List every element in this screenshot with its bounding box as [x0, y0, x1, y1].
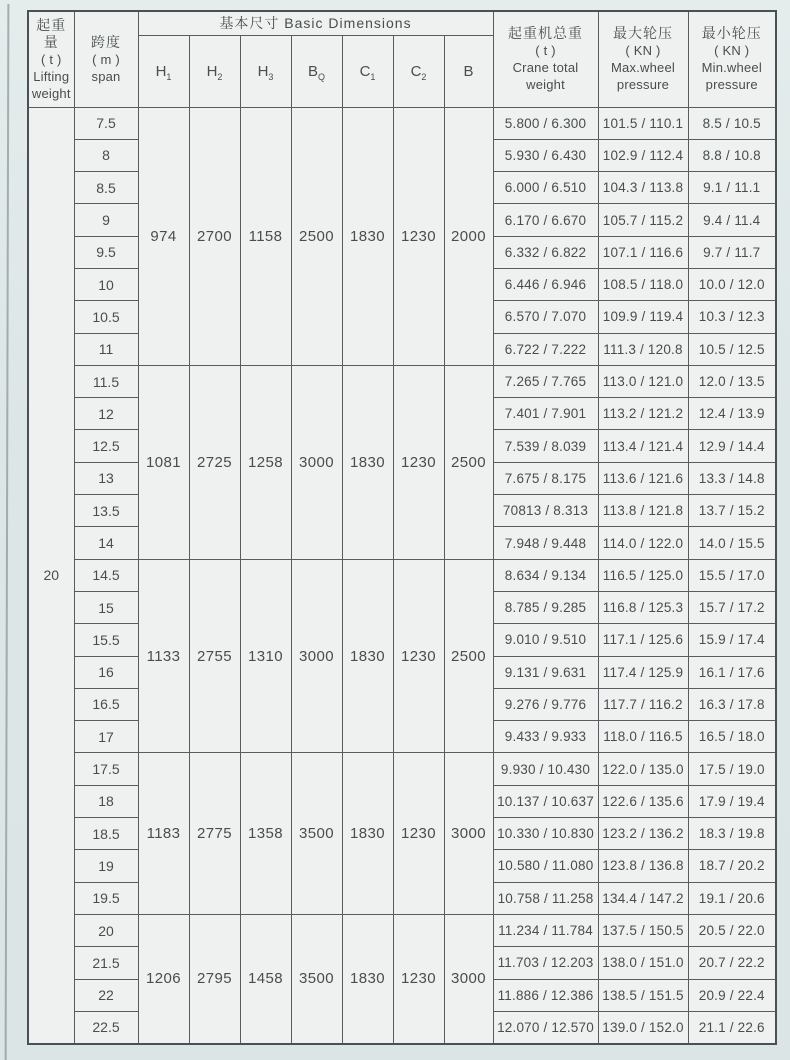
span-cell: 16: [74, 656, 138, 688]
min-wheel-pressure-cell: 13.3 / 14.8: [688, 462, 776, 494]
crane-total-weight-cell: 9.930 / 10.430: [493, 753, 598, 785]
dimension-cell-4: 3500: [291, 914, 342, 1043]
header-lifting-weight-en1: Lifting: [33, 68, 70, 84]
min-wheel-pressure-cell: 12.0 / 13.5: [688, 365, 776, 397]
table-body: [28, 107, 776, 1044]
min-wheel-pressure-cell: 18.3 / 19.8: [688, 818, 776, 850]
table-row: [28, 107, 776, 139]
dimension-cell-4: 2500: [291, 107, 342, 365]
span-cell: 14.5: [74, 559, 138, 591]
dimension-cell-3: 1158: [240, 107, 291, 365]
max-wheel-pressure-cell: 117.4 / 125.9: [598, 656, 688, 688]
span-cell: 19: [74, 850, 138, 882]
dimension-cell-5: 1830: [342, 365, 393, 559]
crane-total-weight-cell: 7.675 / 8.175: [493, 462, 598, 494]
header-min-wheel-en2: pressure: [705, 77, 758, 93]
dimension-cell-3: 1458: [240, 914, 291, 1043]
min-wheel-pressure-cell: 19.1 / 20.6: [688, 882, 776, 914]
dimension-cell-2: 2755: [189, 559, 240, 753]
max-wheel-pressure-cell: 118.0 / 116.5: [598, 721, 688, 753]
header-crane-total-unit: ( t ): [535, 43, 556, 59]
max-wheel-pressure-cell: 113.0 / 121.0: [598, 365, 688, 397]
min-wheel-pressure-cell: 20.9 / 22.4: [688, 979, 776, 1011]
dimension-cell-2: 2700: [189, 107, 240, 365]
crane-total-weight-cell: 70813 / 8.313: [493, 495, 598, 527]
span-cell: 7.5: [74, 107, 138, 139]
header-span-unit: ( m ): [92, 51, 120, 67]
max-wheel-pressure-cell: 123.2 / 136.2: [598, 818, 688, 850]
header-lifting-weight-en2: weight: [31, 85, 71, 101]
dimension-cell-7: 3000: [444, 753, 493, 914]
dimension-cell-6: 1230: [393, 107, 444, 365]
max-wheel-pressure-cell: 134.4 / 147.2: [598, 882, 688, 914]
header-lifting-weight-cn: 起重量: [36, 16, 67, 50]
header-dim-h2: $H_2$: [189, 35, 240, 107]
header-span: [74, 11, 138, 107]
crane-total-weight-cell: 10.137 / 10.637: [493, 785, 598, 817]
max-wheel-pressure-cell: 113.2 / 121.2: [598, 398, 688, 430]
crane-total-weight-cell: 7.539 / 8.039: [493, 430, 598, 462]
min-wheel-pressure-cell: 9.4 / 11.4: [688, 204, 776, 236]
span-cell: 13: [74, 462, 138, 494]
crane-total-weight-cell: 10.580 / 11.080: [493, 850, 598, 882]
min-wheel-pressure-cell: 15.7 / 17.2: [688, 591, 776, 623]
header-lifting-weight: [28, 11, 74, 107]
crane-total-weight-cell: 6.000 / 6.510: [493, 172, 598, 204]
max-wheel-pressure-cell: 105.7 / 115.2: [598, 204, 688, 236]
crane-total-weight-cell: 9.276 / 9.776: [493, 688, 598, 720]
max-wheel-pressure-cell: 113.8 / 121.8: [598, 495, 688, 527]
header-basic-dimensions: 基本尺寸 Basic Dimensions: [138, 11, 493, 35]
max-wheel-pressure-cell: 113.6 / 121.6: [598, 462, 688, 494]
dimension-cell-1: 1206: [138, 914, 189, 1043]
dimension-cell-1: 1081: [138, 365, 189, 559]
max-wheel-pressure-cell: 138.5 / 151.5: [598, 979, 688, 1011]
crane-total-weight-cell: 6.570 / 7.070: [493, 301, 598, 333]
span-cell: 10.5: [74, 301, 138, 333]
max-wheel-pressure-cell: 117.1 / 125.6: [598, 624, 688, 656]
min-wheel-pressure-cell: 18.7 / 20.2: [688, 850, 776, 882]
max-wheel-pressure-cell: 108.5 / 118.0: [598, 268, 688, 300]
lifting-weight-cell: 20: [28, 107, 74, 1044]
span-cell: 22.5: [74, 1011, 138, 1043]
span-cell: 8: [74, 139, 138, 171]
crane-total-weight-cell: 10.758 / 11.258: [493, 882, 598, 914]
header-max-wheel-pressure: [598, 11, 688, 107]
min-wheel-pressure-cell: 16.1 / 17.6: [688, 656, 776, 688]
header-dim-c2: $C_2$: [393, 35, 444, 107]
header-dim-h3: $H_3$: [240, 35, 291, 107]
dimension-cell-5: 1830: [342, 753, 393, 914]
max-wheel-pressure-cell: 104.3 / 113.8: [598, 172, 688, 204]
crane-total-weight-cell: 9.131 / 9.631: [493, 656, 598, 688]
crane-total-weight-cell: 5.930 / 6.430: [493, 139, 598, 171]
header-crane-total-cn: 起重机总重: [508, 25, 583, 42]
header-dim-c1: $C_1$: [342, 35, 393, 107]
span-cell: 19.5: [74, 882, 138, 914]
min-wheel-pressure-cell: 13.7 / 15.2: [688, 495, 776, 527]
header-lifting-weight-unit: ( t ): [41, 51, 62, 67]
max-wheel-pressure-cell: 138.0 / 151.0: [598, 947, 688, 979]
crane-total-weight-cell: 5.800 / 6.300: [493, 107, 598, 139]
crane-total-weight-cell: 8.634 / 9.134: [493, 559, 598, 591]
header-crane-total-en2: weight: [526, 77, 565, 93]
max-wheel-pressure-cell: 113.4 / 121.4: [598, 430, 688, 462]
crane-total-weight-cell: 6.722 / 7.222: [493, 333, 598, 365]
span-cell: 11: [74, 333, 138, 365]
max-wheel-pressure-cell: 122.6 / 135.6: [598, 785, 688, 817]
dimension-cell-4: 3000: [291, 365, 342, 559]
crane-total-weight-cell: 8.785 / 9.285: [493, 591, 598, 623]
crane-total-weight-cell: 6.170 / 6.670: [493, 204, 598, 236]
header-crane-total-weight: [493, 11, 598, 107]
min-wheel-pressure-cell: 8.5 / 10.5: [688, 107, 776, 139]
span-cell: 15: [74, 591, 138, 623]
max-wheel-pressure-cell: 107.1 / 116.6: [598, 236, 688, 268]
header-max-wheel-en2: pressure: [616, 77, 670, 93]
dimension-cell-5: 1830: [342, 914, 393, 1043]
scan-page-edge: [5, 4, 10, 1060]
min-wheel-pressure-cell: 17.5 / 19.0: [688, 753, 776, 785]
dimension-cell-6: 1230: [393, 753, 444, 914]
min-wheel-pressure-cell: 9.1 / 11.1: [688, 172, 776, 204]
dimension-cell-1: 974: [138, 107, 189, 365]
max-wheel-pressure-cell: 114.0 / 122.0: [598, 527, 688, 559]
min-wheel-pressure-cell: 20.7 / 22.2: [688, 947, 776, 979]
min-wheel-pressure-cell: 15.5 / 17.0: [688, 559, 776, 591]
crane-total-weight-cell: 10.330 / 10.830: [493, 818, 598, 850]
crane-total-weight-cell: 11.703 / 12.203: [493, 947, 598, 979]
table-row: [28, 753, 776, 785]
span-cell: 12: [74, 398, 138, 430]
min-wheel-pressure-cell: 15.9 / 17.4: [688, 624, 776, 656]
crane-total-weight-cell: 11.886 / 12.386: [493, 979, 598, 1011]
span-cell: 20: [74, 914, 138, 946]
crane-total-weight-cell: 9.010 / 9.510: [493, 624, 598, 656]
header-min-wheel-pressure: [688, 11, 776, 107]
max-wheel-pressure-cell: 109.9 / 119.4: [598, 301, 688, 333]
span-cell: 21.5: [74, 947, 138, 979]
header-min-wheel-en1: Min.wheel: [701, 60, 762, 76]
dimension-cell-4: 3500: [291, 753, 342, 914]
span-cell: 15.5: [74, 624, 138, 656]
span-cell: 8.5: [74, 172, 138, 204]
header-min-wheel-unit: ( KN ): [714, 43, 750, 59]
header-dim-b: B: [444, 35, 493, 107]
span-cell: 18: [74, 785, 138, 817]
min-wheel-pressure-cell: 16.3 / 17.8: [688, 688, 776, 720]
dimension-cell-2: 2795: [189, 914, 240, 1043]
crane-total-weight-cell: 7.265 / 7.765: [493, 365, 598, 397]
dimension-cell-7: 2000: [444, 107, 493, 365]
dimension-cell-5: 1830: [342, 559, 393, 753]
table-row: [28, 559, 776, 591]
scanned-sheet: [27, 10, 777, 1045]
dimension-cell-5: 1830: [342, 107, 393, 365]
dimension-cell-3: 1310: [240, 559, 291, 753]
crane-total-weight-cell: 11.234 / 11.784: [493, 914, 598, 946]
span-cell: 17.5: [74, 753, 138, 785]
dimension-cell-1: 1183: [138, 753, 189, 914]
dimension-cell-6: 1230: [393, 914, 444, 1043]
min-wheel-pressure-cell: 12.4 / 13.9: [688, 398, 776, 430]
max-wheel-pressure-cell: 139.0 / 152.0: [598, 1011, 688, 1043]
crane-total-weight-cell: 6.446 / 6.946: [493, 268, 598, 300]
min-wheel-pressure-cell: 10.3 / 12.3: [688, 301, 776, 333]
max-wheel-pressure-cell: 117.7 / 116.2: [598, 688, 688, 720]
span-cell: 16.5: [74, 688, 138, 720]
span-cell: 22: [74, 979, 138, 1011]
max-wheel-pressure-cell: 122.0 / 135.0: [598, 753, 688, 785]
min-wheel-pressure-cell: 14.0 / 15.5: [688, 527, 776, 559]
dimension-cell-7: 3000: [444, 914, 493, 1043]
span-cell: 17: [74, 721, 138, 753]
max-wheel-pressure-cell: 111.3 / 120.8: [598, 333, 688, 365]
min-wheel-pressure-cell: 9.7 / 11.7: [688, 236, 776, 268]
table-row: [28, 914, 776, 946]
dimension-cell-7: 2500: [444, 365, 493, 559]
table-header: [28, 11, 776, 107]
dimension-cell-2: 2725: [189, 365, 240, 559]
span-cell: 18.5: [74, 818, 138, 850]
min-wheel-pressure-cell: 21.1 / 22.6: [688, 1011, 776, 1043]
min-wheel-pressure-cell: 20.5 / 22.0: [688, 914, 776, 946]
span-cell: 9: [74, 204, 138, 236]
dimension-cell-3: 1358: [240, 753, 291, 914]
header-max-wheel-en1: Max.wheel: [611, 60, 675, 76]
header-span-en: span: [91, 68, 121, 84]
header-min-wheel-cn: 最小轮压: [701, 25, 762, 42]
min-wheel-pressure-cell: 12.9 / 14.4: [688, 430, 776, 462]
max-wheel-pressure-cell: 116.5 / 125.0: [598, 559, 688, 591]
max-wheel-pressure-cell: 116.8 / 125.3: [598, 591, 688, 623]
span-cell: 10: [74, 268, 138, 300]
dimension-cell-3: 1258: [240, 365, 291, 559]
header-crane-total-en1: Crane total: [512, 60, 579, 76]
header-dim-h1: $H_1$: [138, 35, 189, 107]
crane-total-weight-cell: 7.948 / 9.448: [493, 527, 598, 559]
header-dim-bq: $B_Q$: [291, 35, 342, 107]
header-max-wheel-cn: 最大轮压: [613, 25, 673, 42]
crane-specs-table: [27, 10, 777, 1045]
max-wheel-pressure-cell: 102.9 / 112.4: [598, 139, 688, 171]
dimension-cell-7: 2500: [444, 559, 493, 753]
min-wheel-pressure-cell: 16.5 / 18.0: [688, 721, 776, 753]
header-max-wheel-unit: ( KN ): [625, 43, 661, 59]
span-cell: 11.5: [74, 365, 138, 397]
max-wheel-pressure-cell: 101.5 / 110.1: [598, 107, 688, 139]
dimension-cell-6: 1230: [393, 365, 444, 559]
dimension-cell-4: 3000: [291, 559, 342, 753]
max-wheel-pressure-cell: 137.5 / 150.5: [598, 914, 688, 946]
min-wheel-pressure-cell: 10.0 / 12.0: [688, 268, 776, 300]
min-wheel-pressure-cell: 17.9 / 19.4: [688, 785, 776, 817]
crane-total-weight-cell: 6.332 / 6.822: [493, 236, 598, 268]
dimension-cell-1: 1133: [138, 559, 189, 753]
min-wheel-pressure-cell: 10.5 / 12.5: [688, 333, 776, 365]
dimension-cell-6: 1230: [393, 559, 444, 753]
table-row: [28, 365, 776, 397]
crane-total-weight-cell: 12.070 / 12.570: [493, 1011, 598, 1043]
span-cell: 12.5: [74, 430, 138, 462]
crane-total-weight-cell: 9.433 / 9.933: [493, 721, 598, 753]
min-wheel-pressure-cell: 8.8 / 10.8: [688, 139, 776, 171]
crane-total-weight-cell: 7.401 / 7.901: [493, 398, 598, 430]
span-cell: 13.5: [74, 495, 138, 527]
span-cell: 14: [74, 527, 138, 559]
max-wheel-pressure-cell: 123.8 / 136.8: [598, 850, 688, 882]
header-span-cn: 跨度: [91, 33, 121, 50]
span-cell: 9.5: [74, 236, 138, 268]
dimension-cell-2: 2775: [189, 753, 240, 914]
